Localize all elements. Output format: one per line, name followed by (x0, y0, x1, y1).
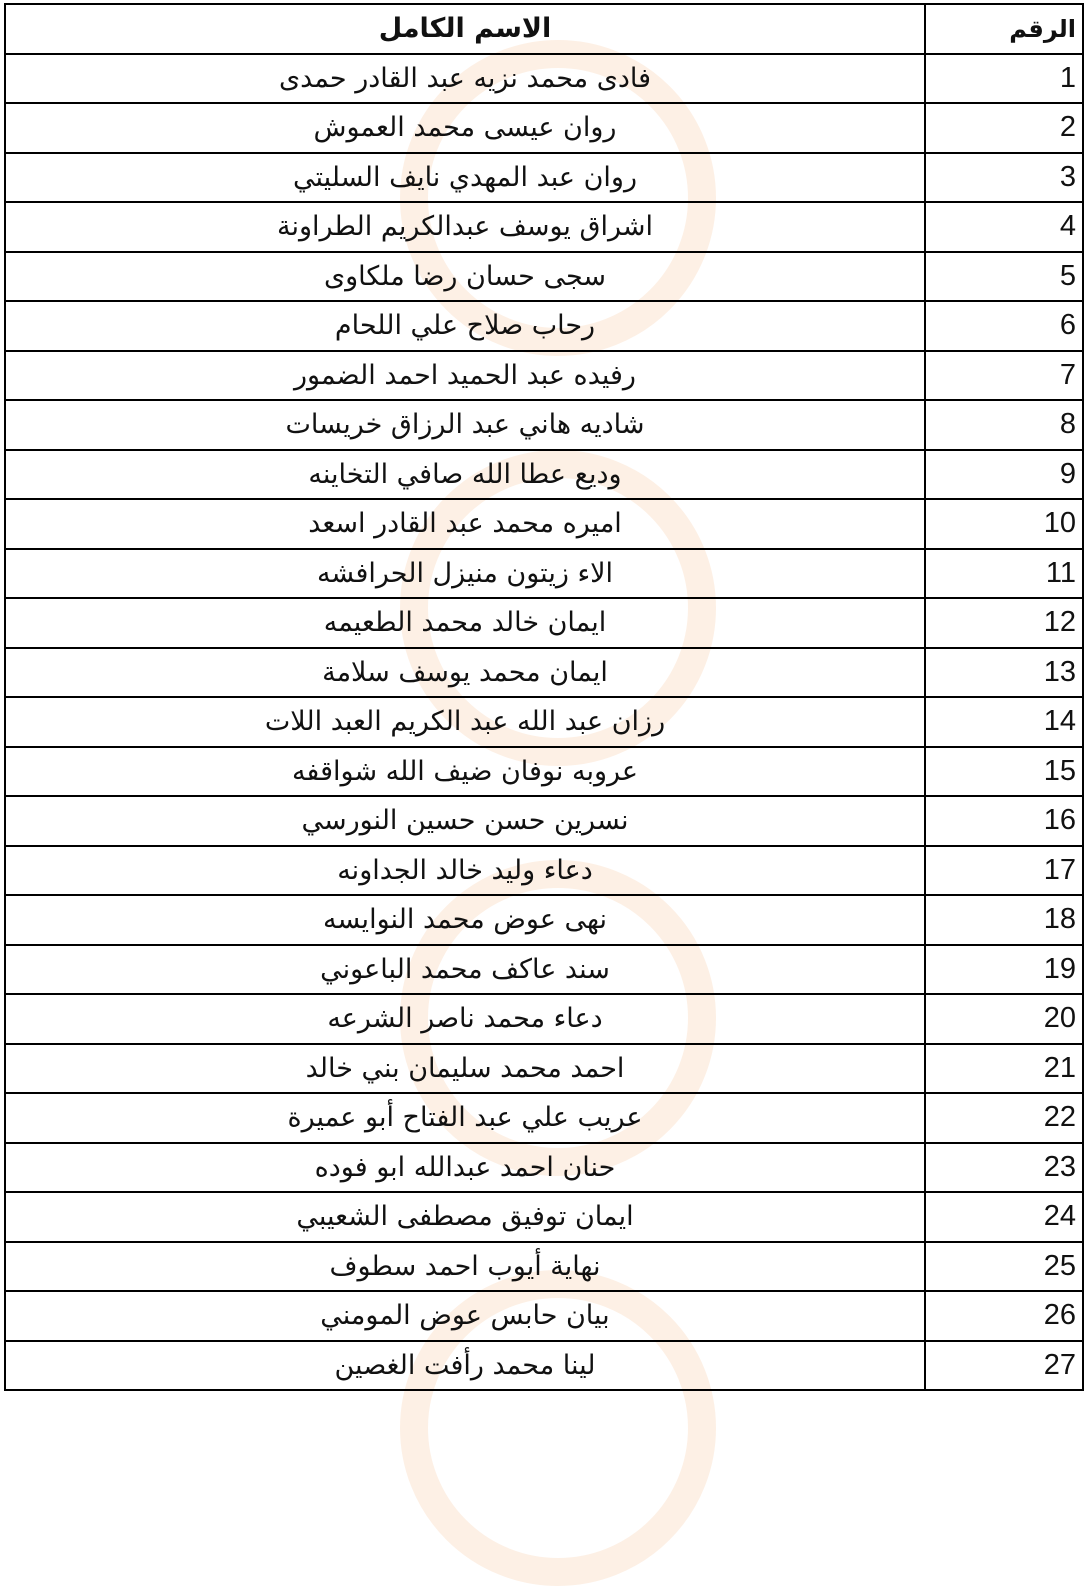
row-number: 15 (925, 747, 1083, 797)
table-row (5, 1242, 1083, 1292)
table-row (5, 796, 1083, 846)
row-number: 21 (925, 1044, 1083, 1094)
row-full-name: الاء زيتون منيزل الحرافشه (5, 549, 925, 599)
row-full-name: عريب علي عبد الفتاح أبو عميرة (5, 1093, 925, 1143)
row-number: 17 (925, 846, 1083, 896)
row-number: 25 (925, 1242, 1083, 1292)
table-row (5, 747, 1083, 797)
table-row (5, 1093, 1083, 1143)
table-row (5, 598, 1083, 648)
row-full-name: اشراق يوسف عبدالكريم الطراونة (5, 202, 925, 252)
table-row (5, 846, 1083, 896)
row-number: 1 (925, 54, 1083, 104)
row-full-name: روان عبد المهدي نايف السليتي (5, 153, 925, 203)
row-number: 4 (925, 202, 1083, 252)
header-row (5, 4, 1083, 54)
row-number: 26 (925, 1291, 1083, 1341)
row-full-name: سجى حسان رضا ملكاوى (5, 252, 925, 302)
row-number: 5 (925, 252, 1083, 302)
table-row (5, 351, 1083, 401)
row-number: 6 (925, 301, 1083, 351)
row-number: 23 (925, 1143, 1083, 1193)
table-row (5, 1044, 1083, 1094)
row-full-name: رزان عبد الله عبد الكريم العبد اللات (5, 697, 925, 747)
row-number: 10 (925, 499, 1083, 549)
row-number: 11 (925, 549, 1083, 599)
row-number: 24 (925, 1192, 1083, 1242)
table-row (5, 301, 1083, 351)
row-number: 20 (925, 994, 1083, 1044)
row-full-name: روان عيسى محمد العموش (5, 103, 925, 153)
header-number: الرقم (925, 4, 1083, 54)
row-number: 27 (925, 1341, 1083, 1391)
row-number: 16 (925, 796, 1083, 846)
row-full-name: رفيده عبد الحميد احمد الضمور (5, 351, 925, 401)
row-full-name: رحاب صلاح علي اللحام (5, 301, 925, 351)
row-number: 2 (925, 103, 1083, 153)
table-row (5, 945, 1083, 995)
table-row (5, 103, 1083, 153)
table-row (5, 1192, 1083, 1242)
row-full-name: شاديه هاني عبد الرزاق خريسات (5, 400, 925, 450)
row-full-name: نسرين حسن حسين النورسي (5, 796, 925, 846)
table-row (5, 697, 1083, 747)
row-full-name: حنان احمد عبدالله ابو فوده (5, 1143, 925, 1193)
row-number: 18 (925, 895, 1083, 945)
table-row (5, 895, 1083, 945)
row-number: 12 (925, 598, 1083, 648)
table-row (5, 252, 1083, 302)
row-full-name: اميره محمد عبد القادر اسعد (5, 499, 925, 549)
row-full-name: لينا محمد رأفت الغصين (5, 1341, 925, 1391)
row-full-name: ايمان خالد محمد الطعيمه (5, 598, 925, 648)
table-row (5, 994, 1083, 1044)
row-number: 7 (925, 351, 1083, 401)
row-number: 3 (925, 153, 1083, 203)
row-full-name: وديع عطا الله صافي التخاينه (5, 450, 925, 500)
row-full-name: نهى عوض محمد النوايسه (5, 895, 925, 945)
table-row (5, 450, 1083, 500)
row-full-name: بيان حابس عوض المومني (5, 1291, 925, 1341)
table-row (5, 1291, 1083, 1341)
row-full-name: عروبه نوفان ضيف الله شواقفه (5, 747, 925, 797)
table-row (5, 549, 1083, 599)
table-row (5, 499, 1083, 549)
row-number: 9 (925, 450, 1083, 500)
row-full-name: سند عاكف محمد الباعوني (5, 945, 925, 995)
table-row (5, 648, 1083, 698)
table-row (5, 400, 1083, 450)
row-number: 14 (925, 697, 1083, 747)
table-row (5, 202, 1083, 252)
table-row (5, 1143, 1083, 1193)
header-full-name: الاسم الكامل (5, 4, 925, 54)
row-full-name: نهاية أيوب احمد سطوف (5, 1242, 925, 1292)
names-table (4, 3, 1084, 1391)
row-number: 13 (925, 648, 1083, 698)
table-row (5, 153, 1083, 203)
table-row (5, 54, 1083, 104)
row-full-name: دعاء محمد ناصر الشرعه (5, 994, 925, 1044)
row-full-name: دعاء وليد خالد الجداونه (5, 846, 925, 896)
row-number: 22 (925, 1093, 1083, 1143)
row-full-name: ايمان محمد يوسف سلامة (5, 648, 925, 698)
row-number: 19 (925, 945, 1083, 995)
row-full-name: ايمان توفيق مصطفى الشعيبي (5, 1192, 925, 1242)
row-full-name: فادى محمد نزيه عبد القادر حمدى (5, 54, 925, 104)
row-full-name: احمد محمد سليمان بني خالد (5, 1044, 925, 1094)
row-number: 8 (925, 400, 1083, 450)
table-row (5, 1341, 1083, 1391)
